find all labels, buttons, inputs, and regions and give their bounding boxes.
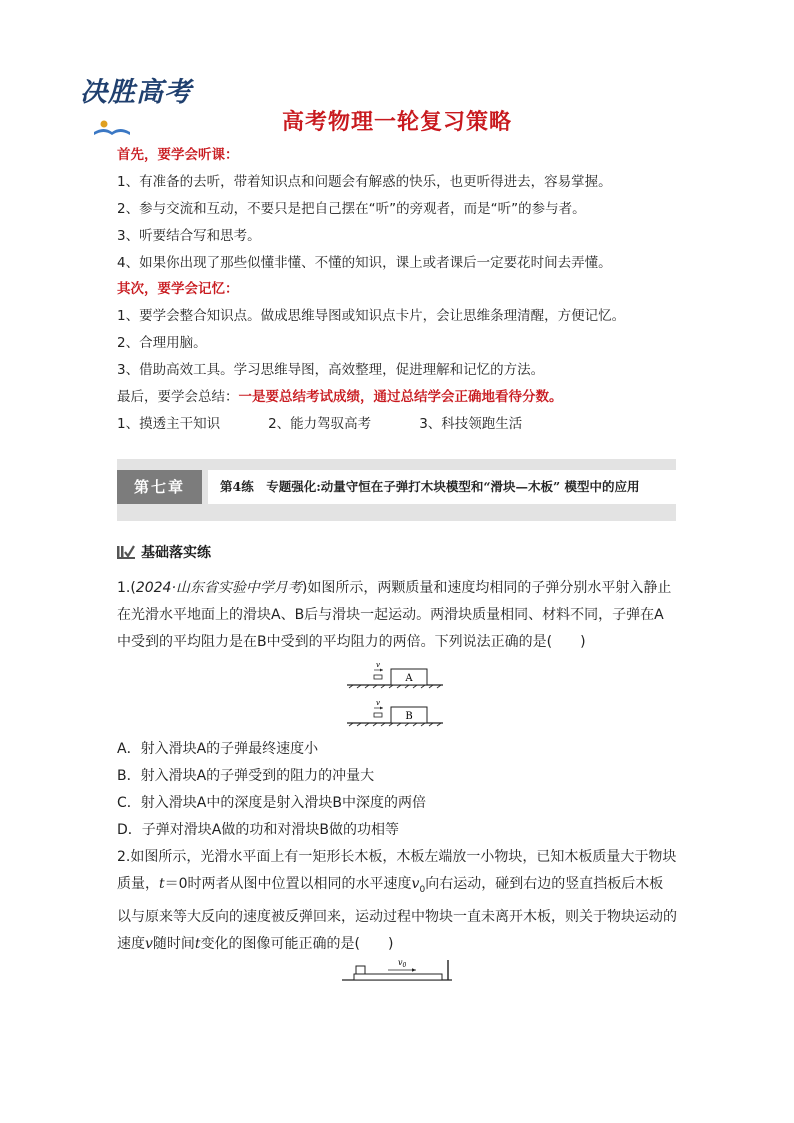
summary-points — [117, 412, 522, 432]
strategy-summary — [117, 385, 563, 405]
page-title: 高考物理一轮复习策略 — [281, 110, 512, 135]
exercise-title: 第4练 专题强化:动量守恒在子弹打木块模型和“滑块—木板” 模型中的应用 — [208, 470, 676, 504]
velocity-label: v — [376, 661, 380, 669]
block-b-label: B — [405, 711, 413, 722]
question-1: 1.(2024·山东省实验中学月考)如图所示，两颗质量和速度均相同的子弹分别水平射入静止在光滑水平地面上的滑块A、B后与滑块一起运动。两滑块质量相同、材料不同，子弹在A中受到的平均阻力是在B中受到的平均阻力的两倍。下列说法正确的是( ) — [117, 580, 672, 650]
bullet — [374, 713, 382, 717]
block-a-label: A — [405, 673, 413, 684]
summary-point: 3、科技领跑生活 — [419, 416, 523, 432]
chapter-banner — [117, 459, 676, 521]
option-c: C．射入滑块A中的深度是射入滑块B中深度的两倍 — [117, 795, 426, 811]
question-2-figure — [340, 952, 460, 986]
strategy-item: 3、借助高效工具。学习思维导图，高效整理，促进理解和记忆的方法。 — [117, 362, 545, 378]
section-title: 基础落实练 — [141, 545, 211, 561]
strategy-item: 4、如果你出现了那些似懂非懂、不懂的知识，课上或者课后一定要花时间去弄懂。 — [117, 255, 612, 271]
velocity-label: $v_0$ — [398, 958, 407, 969]
board — [354, 974, 442, 980]
strategy-item: 1、有准备的去听，带着知识点和问题会有解惑的快乐，也更听得进去，容易掌握。 — [117, 174, 612, 190]
strategy-heading-1: 首先，要学会听课： — [117, 147, 239, 163]
summary-prefix: 最后，要学会总结： — [117, 389, 239, 405]
velocity-label: v — [376, 699, 380, 707]
summary-highlight: 一是要总结考试成绩，通过总结学会正确地看待分数。 — [238, 389, 563, 405]
chapter-label: 第七章 — [117, 470, 202, 504]
logo-text: 决胜高考 — [80, 77, 192, 108]
strategy-item: 3、听要结合写和思考。 — [117, 228, 261, 244]
question-2: 2.如图所示，光滑水平面上有一矩形长木板，木板左端放一小物块，已知木板质量大于物块质量，t＝0时两者从图中位置以相同的水平速度$v_0$向右运动，碰到右边的竖直挡板后木板以与原来等大反向的速度被反弹回来，运动过程中物块一直未离开木板，则关于物块运动的速度v随时间t变化的图像可能正确的是( ) — [117, 849, 677, 952]
summary-point: 1、摸透主干知识 — [117, 416, 221, 432]
checklist-icon — [117, 544, 135, 559]
question-source: 2024·山东省实验中学月考 — [135, 580, 302, 596]
strategy-item: 1、要学会整合知识点。做成思维导图或知识点卡片，会让思维条理清醒，方便记忆。 — [117, 308, 626, 324]
summary-point: 2、能力驾驭高考 — [268, 416, 372, 432]
option-a: A．射入滑块A的子弹最终速度小 — [117, 741, 319, 757]
option-d: D．子弹对滑块A做的功和对滑块B做的功相等 — [117, 822, 399, 838]
option-b: B．射入滑块A的子弹受到的阻力的冲量大 — [117, 768, 375, 784]
bullet — [374, 675, 382, 679]
strategy-heading-2: 其次，要学会记忆： — [117, 281, 239, 297]
small-block — [356, 966, 365, 974]
question-1-figure — [345, 660, 445, 728]
strategy-item: 2、合理用脑。 — [117, 335, 207, 351]
section-heading — [117, 542, 211, 562]
strategy-item: 2、参与交流和互动，不要只是把自己摆在“听”的旁观者，而是“听”的参与者。 — [117, 201, 586, 217]
